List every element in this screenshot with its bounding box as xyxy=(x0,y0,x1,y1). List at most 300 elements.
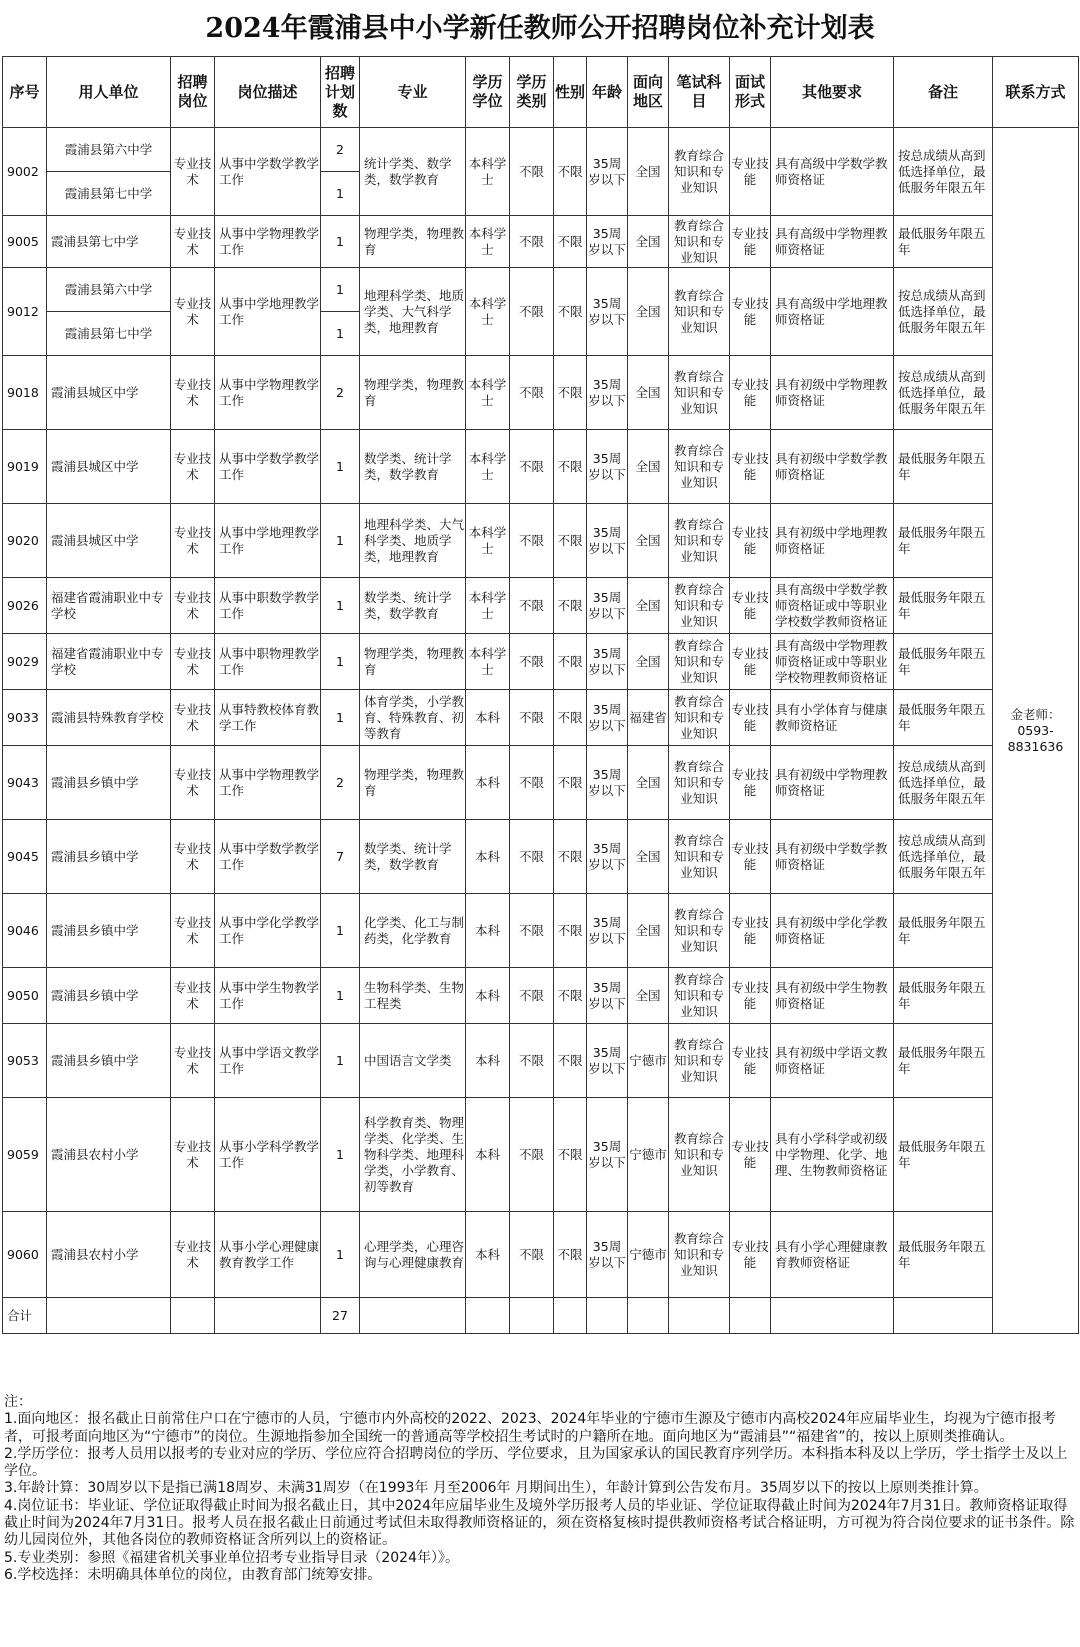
header-major: 专业 xyxy=(360,57,466,128)
unit-name: 霞浦县第六中学 xyxy=(47,268,171,312)
age: 35周岁以下 xyxy=(587,430,628,504)
post-type: 专业技术 xyxy=(171,268,215,356)
area: 宁德市 xyxy=(628,1212,669,1298)
note: 按总成绩从高到低选择单位，最低服务年限五年 xyxy=(894,820,993,894)
row-id: 9060 xyxy=(3,1212,47,1298)
plan-count: 7 xyxy=(321,820,360,894)
plan-count: 1 xyxy=(321,268,360,312)
row-id: 9012 xyxy=(3,268,47,356)
row-id: 9019 xyxy=(3,430,47,504)
major: 物理学类，物理教育 xyxy=(360,356,466,430)
post-type: 专业技术 xyxy=(171,430,215,504)
contact: 金老师：0593-8831636 xyxy=(993,128,1079,1334)
total-empty xyxy=(360,1298,466,1334)
unit-name: 霞浦县乡镇中学 xyxy=(47,746,171,820)
age: 35周岁以下 xyxy=(587,634,628,690)
header-plan: 招聘计划数 xyxy=(321,57,360,128)
plan-count: 1 xyxy=(321,312,360,356)
unit-name: 霞浦县第七中学 xyxy=(47,216,171,268)
other-requirement: 具有初级中学语文教师资格证 xyxy=(771,1024,894,1098)
plan-count: 1 xyxy=(321,690,360,746)
unit-name: 霞浦县城区中学 xyxy=(47,356,171,430)
degree: 本科学士 xyxy=(466,356,510,430)
plan-count: 2 xyxy=(321,356,360,430)
major: 物理学类，物理教育 xyxy=(360,746,466,820)
row-id: 9005 xyxy=(3,216,47,268)
interview-form: 专业技能 xyxy=(730,216,771,268)
age: 35周岁以下 xyxy=(587,504,628,578)
degree: 本科学士 xyxy=(466,634,510,690)
area: 宁德市 xyxy=(628,1098,669,1212)
area: 全国 xyxy=(628,128,669,216)
area: 全国 xyxy=(628,968,669,1024)
other-requirement: 具有小学科学或初级中学物理、化学、地理、生物教师资格证 xyxy=(771,1098,894,1212)
plan-count: 2 xyxy=(321,128,360,172)
edu-type: 不限 xyxy=(510,216,554,268)
post-description: 从事中学地理教学工作 xyxy=(215,268,321,356)
recruitment-table xyxy=(2,56,1079,1334)
age: 35周岁以下 xyxy=(587,216,628,268)
post-description: 从事中学语文教学工作 xyxy=(215,1024,321,1098)
sex: 不限 xyxy=(554,634,587,690)
degree: 本科 xyxy=(466,894,510,968)
unit-name: 霞浦县乡镇中学 xyxy=(47,1024,171,1098)
note: 按总成绩从高到低选择单位，最低服务年限五年 xyxy=(894,268,993,356)
header-area: 面向地区 xyxy=(628,57,669,128)
post-type: 专业技术 xyxy=(171,128,215,216)
total-empty xyxy=(554,1298,587,1334)
total-empty xyxy=(215,1298,321,1334)
edu-type: 不限 xyxy=(510,356,554,430)
exam-subject: 教育综合知识和专业知识 xyxy=(669,1098,730,1212)
post-description: 从事中学生物教学工作 xyxy=(215,968,321,1024)
area: 福建省 xyxy=(628,690,669,746)
plan-count: 1 xyxy=(321,504,360,578)
note: 最低服务年限五年 xyxy=(894,216,993,268)
total-empty xyxy=(730,1298,771,1334)
header-seq: 序号 xyxy=(3,57,47,128)
exam-subject: 教育综合知识和专业知识 xyxy=(669,578,730,634)
plan-count: 1 xyxy=(321,894,360,968)
degree: 本科学士 xyxy=(466,128,510,216)
unit-name: 霞浦县农村小学 xyxy=(47,1212,171,1298)
table-row xyxy=(3,268,1079,312)
plan-count: 1 xyxy=(321,1024,360,1098)
major: 科学教育类、物理学类、化学类、生物科学类、地理科学类，小学教育、初等教育 xyxy=(360,1098,466,1212)
major: 生物科学类、生物工程类 xyxy=(360,968,466,1024)
edu-type: 不限 xyxy=(510,268,554,356)
plan-count: 1 xyxy=(321,968,360,1024)
degree: 本科 xyxy=(466,1098,510,1212)
total-empty xyxy=(894,1298,993,1334)
table-row xyxy=(3,1024,1079,1098)
table-row xyxy=(3,1212,1079,1298)
exam-subject: 教育综合知识和专业知识 xyxy=(669,968,730,1024)
total-empty xyxy=(47,1298,171,1334)
row-id: 9059 xyxy=(3,1098,47,1212)
degree: 本科学士 xyxy=(466,578,510,634)
total-empty xyxy=(628,1298,669,1334)
edu-type: 不限 xyxy=(510,690,554,746)
other-requirement: 具有初级中学物理教师资格证 xyxy=(771,356,894,430)
row-id: 9050 xyxy=(3,968,47,1024)
table-row xyxy=(3,820,1079,894)
plan-count: 1 xyxy=(321,634,360,690)
exam-subject: 教育综合知识和专业知识 xyxy=(669,1024,730,1098)
plan-count: 2 xyxy=(321,746,360,820)
header-desc: 岗位描述 xyxy=(215,57,321,128)
post-type: 专业技术 xyxy=(171,356,215,430)
note: 最低服务年限五年 xyxy=(894,894,993,968)
other-requirement: 具有初级中学生物教师资格证 xyxy=(771,968,894,1024)
page-title: 2024年霞浦县中小学新任教师公开招聘岗位补充计划表 xyxy=(205,13,875,44)
table-row xyxy=(3,216,1079,268)
edu-type: 不限 xyxy=(510,430,554,504)
post-type: 专业技术 xyxy=(171,578,215,634)
sex: 不限 xyxy=(554,430,587,504)
major: 中国语言文学类 xyxy=(360,1024,466,1098)
header-degree: 学历学位 xyxy=(466,57,510,128)
other-requirement: 具有高级中学地理教师资格证 xyxy=(771,268,894,356)
interview-form: 专业技能 xyxy=(730,968,771,1024)
other-requirement: 具有初级中学地理教师资格证 xyxy=(771,504,894,578)
table-row xyxy=(3,968,1079,1024)
unit-name: 霞浦县乡镇中学 xyxy=(47,820,171,894)
note-item: 4.岗位证书：毕业证、学位证取得截止时间为报名截止日，其中2024年应届毕业生及境外学历报考人员的毕业证、学位证取得截止时间为2024年7月31日。教师资格证取得截止时间为2024年7月31日。报考人员在报名截止日前通过考试但未取得教师资格证的，须在资格复核时提供教师资格考试合格证明，方可视为符合岗位要求的证书条件。除幼儿园岗位外，其他各岗位的教师资格证含所列以上的资格证。 xyxy=(4,1497,1075,1549)
degree: 本科 xyxy=(466,1024,510,1098)
other-requirement: 具有高级中学物理教师资格证或中等职业学校物理教师资格证 xyxy=(771,634,894,690)
other-requirement: 具有高级中学数学教师资格证或中等职业学校数学教师资格证 xyxy=(771,578,894,634)
row-id: 9018 xyxy=(3,356,47,430)
table-row xyxy=(3,690,1079,746)
area: 全国 xyxy=(628,268,669,356)
table-row xyxy=(3,128,1079,172)
note: 最低服务年限五年 xyxy=(894,968,993,1024)
total-label: 合计 xyxy=(3,1298,47,1334)
area: 全国 xyxy=(628,216,669,268)
other-requirement: 具有高级中学数学教师资格证 xyxy=(771,128,894,216)
area: 全国 xyxy=(628,356,669,430)
post-type: 专业技术 xyxy=(171,1024,215,1098)
area: 全国 xyxy=(628,746,669,820)
area: 全国 xyxy=(628,430,669,504)
degree: 本科学士 xyxy=(466,504,510,578)
sex: 不限 xyxy=(554,504,587,578)
table-row xyxy=(3,634,1079,690)
notes-section xyxy=(4,1394,1076,1584)
age: 35周岁以下 xyxy=(587,690,628,746)
unit-name: 霞浦县第七中学 xyxy=(47,172,171,216)
other-requirement: 具有初级中学物理教师资格证 xyxy=(771,746,894,820)
header-note: 备注 xyxy=(894,57,993,128)
other-requirement: 具有小学体育与健康教师资格证 xyxy=(771,690,894,746)
exam-subject: 教育综合知识和专业知识 xyxy=(669,268,730,356)
exam-subject: 教育综合知识和专业知识 xyxy=(669,690,730,746)
header-interview: 面试形式 xyxy=(730,57,771,128)
degree: 本科学士 xyxy=(466,430,510,504)
plan-count: 1 xyxy=(321,430,360,504)
sex: 不限 xyxy=(554,894,587,968)
total-row xyxy=(3,1298,1079,1334)
degree: 本科 xyxy=(466,1212,510,1298)
interview-form: 专业技能 xyxy=(730,1212,771,1298)
exam-subject: 教育综合知识和专业知识 xyxy=(669,504,730,578)
header-post: 招聘岗位 xyxy=(171,57,215,128)
table-row xyxy=(3,356,1079,430)
unit-name: 福建省霞浦职业中专学校 xyxy=(47,578,171,634)
post-type: 专业技术 xyxy=(171,504,215,578)
interview-form: 专业技能 xyxy=(730,1098,771,1212)
age: 35周岁以下 xyxy=(587,128,628,216)
interview-form: 专业技能 xyxy=(730,820,771,894)
post-type: 专业技术 xyxy=(171,1098,215,1212)
exam-subject: 教育综合知识和专业知识 xyxy=(669,430,730,504)
post-description: 从事中职数学教学工作 xyxy=(215,578,321,634)
age: 35周岁以下 xyxy=(587,578,628,634)
post-description: 从事特教校体育教学工作 xyxy=(215,690,321,746)
header-exam: 笔试科目 xyxy=(669,57,730,128)
unit-name: 霞浦县农村小学 xyxy=(47,1098,171,1212)
plan-count: 1 xyxy=(321,1098,360,1212)
other-requirement: 具有初级中学数学教师资格证 xyxy=(771,820,894,894)
edu-type: 不限 xyxy=(510,746,554,820)
header-requirement: 其他要求 xyxy=(771,57,894,128)
exam-subject: 教育综合知识和专业知识 xyxy=(669,820,730,894)
post-type: 专业技术 xyxy=(171,746,215,820)
degree: 本科 xyxy=(466,820,510,894)
plan-count: 1 xyxy=(321,1212,360,1298)
header-sex: 性别 xyxy=(554,57,587,128)
degree: 本科 xyxy=(466,690,510,746)
major: 地理科学类、大气科学类、地质学类，地理教育 xyxy=(360,504,466,578)
post-description: 从事中学化学教学工作 xyxy=(215,894,321,968)
total-empty xyxy=(771,1298,894,1334)
note-item: 1.面向地区：报名截止日前常住户口在宁德市的人员，宁德市内外高校的2022、2023、2024年毕业的宁德市生源及宁德市内高校2024年应届毕业生，均视为宁德市报考者，可报考面向地区为“宁德市”的岗位。生源地指参加全国统一的普通高等学校招生考试时的户籍所在地。面向地区为“霞浦县”“福建省”的，按以上原则类推确认。 xyxy=(4,1411,1056,1445)
note-item: 5.专业类别：参照《福建省机关事业单位招考专业指导目录（2024年）》。 xyxy=(4,1549,459,1566)
edu-type: 不限 xyxy=(510,968,554,1024)
edu-type: 不限 xyxy=(510,128,554,216)
post-type: 专业技术 xyxy=(171,690,215,746)
major: 心理学类，心理咨询与心理健康教育 xyxy=(360,1212,466,1298)
edu-type: 不限 xyxy=(510,634,554,690)
sex: 不限 xyxy=(554,968,587,1024)
plan-count: 1 xyxy=(321,172,360,216)
header-age: 年龄 xyxy=(587,57,628,128)
interview-form: 专业技能 xyxy=(730,128,771,216)
age: 35周岁以下 xyxy=(587,1024,628,1098)
note: 最低服务年限五年 xyxy=(894,690,993,746)
note: 最低服务年限五年 xyxy=(894,430,993,504)
header-unit: 用人单位 xyxy=(47,57,171,128)
note: 最低服务年限五年 xyxy=(894,634,993,690)
area: 全国 xyxy=(628,820,669,894)
table-row xyxy=(3,578,1079,634)
interview-form: 专业技能 xyxy=(730,1024,771,1098)
age: 35周岁以下 xyxy=(587,1212,628,1298)
interview-form: 专业技能 xyxy=(730,430,771,504)
note-item: 6.学校选择：未明确具体单位的岗位，由教育部门统筹安排。 xyxy=(4,1566,382,1583)
sex: 不限 xyxy=(554,356,587,430)
area: 全国 xyxy=(628,894,669,968)
interview-form: 专业技能 xyxy=(730,578,771,634)
area: 全国 xyxy=(628,504,669,578)
age: 35周岁以下 xyxy=(587,268,628,356)
table-row xyxy=(3,894,1079,968)
note-item: 3.年龄计算：30周岁以下是指已满18周岁、未满31周岁（在1993年 月至2006年 月期间出生），年龄计算到公告发布月。35周岁以下的按以上原则类推计算。 xyxy=(4,1480,988,1497)
post-type: 专业技术 xyxy=(171,1212,215,1298)
post-type: 专业技术 xyxy=(171,894,215,968)
degree: 本科 xyxy=(466,968,510,1024)
post-type: 专业技术 xyxy=(171,968,215,1024)
exam-subject: 教育综合知识和专业知识 xyxy=(669,216,730,268)
interview-form: 专业技能 xyxy=(730,746,771,820)
unit-name: 霞浦县乡镇中学 xyxy=(47,894,171,968)
note: 最低服务年限五年 xyxy=(894,1024,993,1098)
major: 化学类、化工与制药类，化学教育 xyxy=(360,894,466,968)
note: 最低服务年限五年 xyxy=(894,504,993,578)
note: 最低服务年限五年 xyxy=(894,578,993,634)
exam-subject: 教育综合知识和专业知识 xyxy=(669,1212,730,1298)
sex: 不限 xyxy=(554,1098,587,1212)
major: 统计学类、数学类，数学教育 xyxy=(360,128,466,216)
major: 物理学类，物理教育 xyxy=(360,634,466,690)
table-row xyxy=(3,430,1079,504)
degree: 本科学士 xyxy=(466,268,510,356)
note: 最低服务年限五年 xyxy=(894,1098,993,1212)
sex: 不限 xyxy=(554,578,587,634)
table-row xyxy=(3,504,1079,578)
sex: 不限 xyxy=(554,216,587,268)
row-id: 9033 xyxy=(3,690,47,746)
sex: 不限 xyxy=(554,268,587,356)
other-requirement: 具有初级中学数学教师资格证 xyxy=(771,430,894,504)
unit-name: 霞浦县乡镇中学 xyxy=(47,968,171,1024)
major: 数学类、统计学类，数学教育 xyxy=(360,578,466,634)
post-description: 从事中学数学教学工作 xyxy=(215,128,321,216)
total-empty xyxy=(466,1298,510,1334)
area: 全国 xyxy=(628,634,669,690)
sex: 不限 xyxy=(554,128,587,216)
note: 按总成绩从高到低选择单位，最低服务年限五年 xyxy=(894,746,993,820)
edu-type: 不限 xyxy=(510,578,554,634)
post-description: 从事小学科学教学工作 xyxy=(215,1098,321,1212)
row-id: 9026 xyxy=(3,578,47,634)
exam-subject: 教育综合知识和专业知识 xyxy=(669,894,730,968)
total-empty xyxy=(669,1298,730,1334)
header-contact: 联系方式 xyxy=(993,57,1079,128)
interview-form: 专业技能 xyxy=(730,690,771,746)
post-description: 从事中学数学教学工作 xyxy=(215,430,321,504)
row-id: 9002 xyxy=(3,128,47,216)
unit-name: 福建省霞浦职业中专学校 xyxy=(47,634,171,690)
plan-count: 1 xyxy=(321,578,360,634)
post-description: 从事中学物理教学工作 xyxy=(215,216,321,268)
edu-type: 不限 xyxy=(510,1212,554,1298)
degree: 本科学士 xyxy=(466,216,510,268)
age: 35周岁以下 xyxy=(587,968,628,1024)
interview-form: 专业技能 xyxy=(730,504,771,578)
post-description: 从事中职物理教学工作 xyxy=(215,634,321,690)
post-type: 专业技术 xyxy=(171,634,215,690)
major: 物理学类，物理教育 xyxy=(360,216,466,268)
major: 体育学类，小学教育、特殊教育、初等教育 xyxy=(360,690,466,746)
exam-subject: 教育综合知识和专业知识 xyxy=(669,746,730,820)
post-description: 从事中学物理教学工作 xyxy=(215,746,321,820)
degree: 本科 xyxy=(466,746,510,820)
table-header-row xyxy=(3,57,1079,128)
sex: 不限 xyxy=(554,1212,587,1298)
row-id: 9029 xyxy=(3,634,47,690)
post-description: 从事中学数学教学工作 xyxy=(215,820,321,894)
row-id: 9046 xyxy=(3,894,47,968)
edu-type: 不限 xyxy=(510,820,554,894)
sex: 不限 xyxy=(554,746,587,820)
sex: 不限 xyxy=(554,820,587,894)
unit-name: 霞浦县第七中学 xyxy=(47,312,171,356)
note: 最低服务年限五年 xyxy=(894,1212,993,1298)
note: 按总成绩从高到低选择单位，最低服务年限五年 xyxy=(894,356,993,430)
other-requirement: 具有小学心理健康教育教师资格证 xyxy=(771,1212,894,1298)
post-description: 从事小学心理健康教育教学工作 xyxy=(215,1212,321,1298)
unit-name: 霞浦县第六中学 xyxy=(47,128,171,172)
total-empty xyxy=(171,1298,215,1334)
area: 全国 xyxy=(628,578,669,634)
interview-form: 专业技能 xyxy=(730,268,771,356)
row-id: 9045 xyxy=(3,820,47,894)
area: 宁德市 xyxy=(628,1024,669,1098)
interview-form: 专业技能 xyxy=(730,634,771,690)
unit-name: 霞浦县城区中学 xyxy=(47,504,171,578)
edu-type: 不限 xyxy=(510,1024,554,1098)
total-empty xyxy=(510,1298,554,1334)
age: 35周岁以下 xyxy=(587,820,628,894)
header-edu-type: 学历类别 xyxy=(510,57,554,128)
note-item: 2.学历学位：报考人员用以报考的专业对应的学历、学位应符合招聘岗位的学历、学位要求，且为国家承认的国民教育序列学历。本科指本科及以上学历，学士指学士及以上学位。 xyxy=(4,1445,1068,1480)
age: 35周岁以下 xyxy=(587,1098,628,1212)
row-id: 9053 xyxy=(3,1024,47,1098)
sex: 不限 xyxy=(554,1024,587,1098)
major: 数学类、统计学类，数学教育 xyxy=(360,430,466,504)
unit-name: 霞浦县特殊教育学校 xyxy=(47,690,171,746)
total-count: 27 xyxy=(321,1298,360,1334)
edu-type: 不限 xyxy=(510,504,554,578)
post-description: 从事中学物理教学工作 xyxy=(215,356,321,430)
edu-type: 不限 xyxy=(510,894,554,968)
major: 地理科学类、地质学类、大气科学类，地理教育 xyxy=(360,268,466,356)
note: 按总成绩从高到低选择单位，最低服务年限五年 xyxy=(894,128,993,216)
post-type: 专业技术 xyxy=(171,216,215,268)
unit-name: 霞浦县城区中学 xyxy=(47,430,171,504)
exam-subject: 教育综合知识和专业知识 xyxy=(669,356,730,430)
table-row xyxy=(3,1098,1079,1212)
exam-subject: 教育综合知识和专业知识 xyxy=(669,128,730,216)
post-type: 专业技术 xyxy=(171,820,215,894)
sex: 不限 xyxy=(554,690,587,746)
notes-title: 注： xyxy=(4,1394,32,1410)
table-row xyxy=(3,746,1079,820)
major: 数学类、统计学类，数学教育 xyxy=(360,820,466,894)
exam-subject: 教育综合知识和专业知识 xyxy=(669,634,730,690)
other-requirement: 具有高级中学物理教师资格证 xyxy=(771,216,894,268)
other-requirement: 具有初级中学化学教师资格证 xyxy=(771,894,894,968)
interview-form: 专业技能 xyxy=(730,894,771,968)
row-id: 9043 xyxy=(3,746,47,820)
total-empty xyxy=(587,1298,628,1334)
age: 35周岁以下 xyxy=(587,746,628,820)
row-id: 9020 xyxy=(3,504,47,578)
plan-count: 1 xyxy=(321,216,360,268)
edu-type: 不限 xyxy=(510,1098,554,1212)
